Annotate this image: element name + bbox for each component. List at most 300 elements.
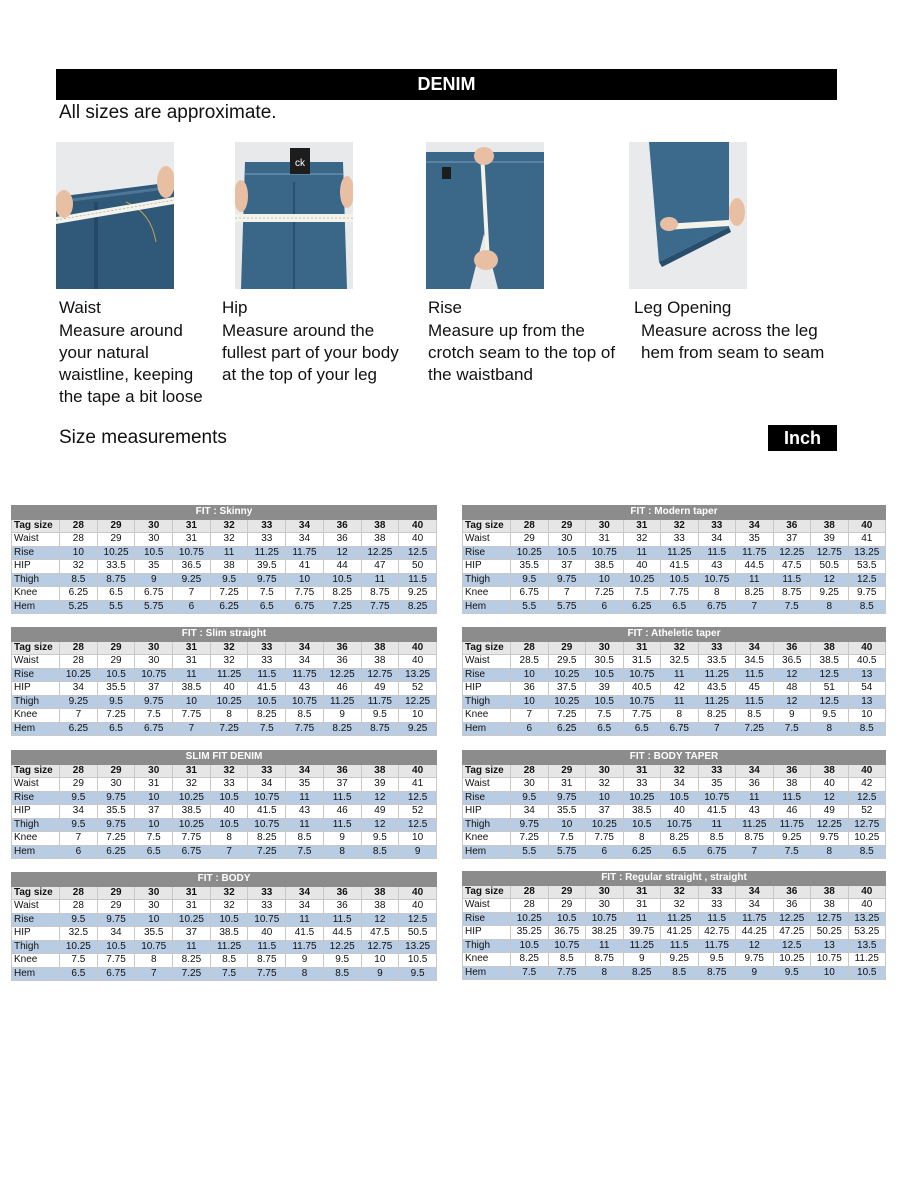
table-cell: 11.5 [736, 695, 774, 709]
table-cell: 12.75 [811, 546, 849, 560]
table-cell: 10.75 [623, 695, 661, 709]
table-cell: 10.25 [548, 668, 586, 682]
size-header-cell: 40 [848, 641, 886, 655]
table-cell: 7.75 [586, 832, 624, 846]
size-header-cell: 31 [623, 519, 661, 533]
table-cell: 11.25 [698, 668, 736, 682]
table-cell: 10.5 [586, 695, 624, 709]
size-table-atheletic-taper [462, 627, 886, 736]
table-cell: 41 [848, 533, 886, 547]
table-cell: 9 [135, 573, 173, 587]
table-cell: 12 [811, 791, 849, 805]
table-cell: 12.5 [399, 546, 437, 560]
table-cell: 9 [286, 954, 324, 968]
table-cell: 10.75 [548, 939, 586, 953]
table-row-thigh [12, 695, 437, 709]
table-cell: 47.25 [773, 926, 811, 940]
table-cell: 8.5 [736, 709, 774, 723]
table-cell: 7.5 [773, 600, 811, 614]
table-cell: 41.25 [661, 926, 699, 940]
table-cell: 12.75 [811, 912, 849, 926]
row-label: Thigh [463, 818, 511, 832]
table-cell: 10 [848, 709, 886, 723]
table-cell: 37 [548, 560, 586, 574]
table-row-waist [463, 899, 886, 913]
table-cell: 35.5 [135, 927, 173, 941]
table-row-hip [12, 805, 437, 819]
table-cell: 49 [811, 805, 849, 819]
table-cell: 13.25 [848, 912, 886, 926]
leg-opening-measure-photo [629, 142, 747, 289]
table-cell: 7.75 [361, 600, 399, 614]
size-header-cell: 29 [548, 885, 586, 899]
table-cell: 38.5 [173, 682, 211, 696]
table-cell: 5.5 [511, 600, 549, 614]
table-cell: 10.5 [511, 939, 549, 953]
table-cell: 10.75 [698, 791, 736, 805]
table-cell: 7.5 [60, 954, 98, 968]
table-cell: 40.5 [848, 655, 886, 669]
table-cell: 12.5 [811, 695, 849, 709]
table-cell: 7 [736, 845, 774, 859]
row-label: HIP [12, 682, 60, 696]
table-cell: 11.5 [323, 913, 361, 927]
table-cell: 7.5 [135, 709, 173, 723]
table-cell: 47.5 [773, 560, 811, 574]
table-cell: 12 [361, 791, 399, 805]
table-cell: 44 [323, 560, 361, 574]
table-cell: 39 [586, 682, 624, 696]
table-cell: 34.5 [736, 655, 774, 669]
table-cell: 11.5 [323, 791, 361, 805]
table-cell: 7.25 [210, 587, 248, 601]
table-cell: 12.5 [848, 573, 886, 587]
size-header-cell: 32 [661, 641, 699, 655]
size-header-cell: 34 [736, 519, 774, 533]
table-cell: 30 [97, 778, 135, 792]
table-cell: 10.75 [173, 546, 211, 560]
table-row-knee [12, 709, 437, 723]
table-cell: 8.75 [97, 573, 135, 587]
table-cell: 9 [773, 709, 811, 723]
table-cell: 11.5 [698, 546, 736, 560]
table-cell: 33 [248, 900, 286, 914]
table-cell: 10.5 [661, 791, 699, 805]
table-cell: 8.5 [286, 832, 324, 846]
table-cell: 10.5 [135, 546, 173, 560]
row-label: Rise [12, 668, 60, 682]
table-cell: 10 [511, 668, 549, 682]
table-cell: 11.75 [286, 546, 324, 560]
table-cell: 12.5 [773, 939, 811, 953]
table-cell: 8.5 [848, 845, 886, 859]
size-header-cell: 40 [848, 764, 886, 778]
table-cell: 6.75 [661, 722, 699, 736]
size-header-cell: 40 [399, 764, 437, 778]
size-header-cell: 32 [210, 886, 248, 900]
table-cell: 10.75 [811, 953, 849, 967]
table-cell: 32 [210, 533, 248, 547]
size-header-cell: 36 [773, 885, 811, 899]
size-header-cell: 36 [773, 764, 811, 778]
table-cell: 12.25 [361, 546, 399, 560]
table-cell: 10.5 [548, 912, 586, 926]
table-cell: 6.25 [548, 722, 586, 736]
table-cell: 36 [773, 899, 811, 913]
fit-title-row [463, 506, 886, 520]
row-label: Hem [463, 845, 511, 859]
table-cell: 29 [548, 899, 586, 913]
table-cell: 10.25 [60, 940, 98, 954]
size-header-cell: 34 [286, 641, 324, 655]
table-cell: 10.5 [586, 668, 624, 682]
table-cell: 41.5 [248, 682, 286, 696]
table-cell: 11.25 [623, 939, 661, 953]
table-cell: 12.25 [773, 546, 811, 560]
table-row-hip [463, 560, 886, 574]
table-cell: 7.5 [586, 709, 624, 723]
tag-size-header-row [463, 641, 886, 655]
size-table-body-taper [462, 750, 886, 859]
table-cell: 10.75 [248, 791, 286, 805]
table-cell: 11 [698, 818, 736, 832]
row-label: Thigh [12, 818, 60, 832]
fit-title-row [12, 628, 437, 642]
table-cell: 11 [286, 913, 324, 927]
table-cell: 7 [173, 587, 211, 601]
table-cell: 7.25 [323, 600, 361, 614]
table-cell: 9.5 [60, 913, 98, 927]
table-row-waist [12, 655, 437, 669]
table-cell: 10.5 [97, 668, 135, 682]
table-cell: 10.75 [135, 668, 173, 682]
table-cell: 33 [623, 778, 661, 792]
table-cell: 41 [286, 560, 324, 574]
table-cell: 11.5 [399, 573, 437, 587]
size-header-cell: 28 [511, 641, 549, 655]
row-label: Waist [463, 655, 511, 669]
table-cell: 11.25 [323, 695, 361, 709]
table-row-thigh [463, 573, 886, 587]
waist-label: Waist [59, 298, 101, 317]
table-cell: 13.25 [848, 546, 886, 560]
table-cell: 37 [135, 805, 173, 819]
table-cell: 12 [773, 668, 811, 682]
fit-title: FIT : BODY TAPER [463, 751, 886, 765]
table-row-rise [463, 668, 886, 682]
table-cell: 6.5 [97, 722, 135, 736]
table-cell: 50 [399, 560, 437, 574]
table-cell: 8.5 [286, 709, 324, 723]
table-cell: 12 [361, 818, 399, 832]
table-cell: 32.5 [661, 655, 699, 669]
table-cell: 31 [548, 778, 586, 792]
table-cell: 54 [848, 682, 886, 696]
table-cell: 5.5 [97, 600, 135, 614]
table-cell: 33.5 [97, 560, 135, 574]
table-row-knee [12, 832, 437, 846]
table-cell: 37.5 [548, 682, 586, 696]
size-header-cell: 29 [97, 764, 135, 778]
row-label: Hem [12, 967, 60, 981]
table-cell: 7.75 [548, 966, 586, 980]
table-cell: 34 [736, 899, 774, 913]
table-cell: 28 [60, 533, 98, 547]
table-cell: 34 [661, 778, 699, 792]
tag-size-header-row [12, 641, 437, 655]
row-label: Knee [12, 587, 60, 601]
table-cell: 11.75 [698, 939, 736, 953]
size-header-cell: 33 [698, 519, 736, 533]
table-cell: 11.5 [661, 939, 699, 953]
tag-size-label: Tag size [12, 641, 60, 655]
table-cell: 13.5 [848, 939, 886, 953]
size-header-cell: 30 [135, 519, 173, 533]
size-header-cell: 30 [586, 519, 624, 533]
table-row-waist [463, 533, 886, 547]
table-cell: 31 [173, 533, 211, 547]
table-cell: 12 [361, 913, 399, 927]
size-header-cell: 28 [511, 764, 549, 778]
size-header-cell: 31 [173, 764, 211, 778]
row-label: Knee [463, 709, 511, 723]
size-table-body [11, 872, 437, 981]
table-cell: 36.75 [548, 926, 586, 940]
table-cell: 38.5 [811, 655, 849, 669]
unit-badge: Inch [768, 425, 837, 451]
table-row-hem [463, 600, 886, 614]
size-header-cell: 40 [399, 519, 437, 533]
table-cell: 6 [586, 845, 624, 859]
table-cell: 38.5 [586, 560, 624, 574]
table-cell: 39.75 [623, 926, 661, 940]
table-cell: 8.75 [248, 954, 286, 968]
table-cell: 53.5 [848, 560, 886, 574]
table-cell: 43.5 [698, 682, 736, 696]
size-header-cell: 29 [548, 641, 586, 655]
table-row-rise [463, 912, 886, 926]
table-cell: 32 [173, 778, 211, 792]
table-cell: 34 [248, 778, 286, 792]
table-cell: 9.5 [698, 953, 736, 967]
table-cell: 10.5 [210, 913, 248, 927]
table-cell: 10.5 [323, 573, 361, 587]
row-label: Thigh [463, 573, 511, 587]
table-cell: 9.5 [811, 709, 849, 723]
table-cell: 12.75 [848, 818, 886, 832]
table-row-waist [12, 900, 437, 914]
row-label: Rise [463, 546, 511, 560]
table-cell: 10.75 [698, 573, 736, 587]
table-cell: 35 [736, 533, 774, 547]
table-cell: 6 [60, 845, 98, 859]
table-cell: 9 [399, 845, 437, 859]
table-cell: 11.5 [773, 573, 811, 587]
table-cell: 10.25 [173, 791, 211, 805]
table-cell: 6.75 [97, 967, 135, 981]
table-cell: 6.5 [60, 967, 98, 981]
table-cell: 45 [736, 682, 774, 696]
size-header-cell: 34 [286, 519, 324, 533]
table-cell: 10.75 [286, 695, 324, 709]
table-cell: 38 [361, 900, 399, 914]
table-row-hem [12, 967, 437, 981]
table-cell: 10 [511, 695, 549, 709]
table-cell: 10.75 [248, 913, 286, 927]
size-header-cell: 29 [97, 519, 135, 533]
table-cell: 9.25 [399, 587, 437, 601]
table-cell: 41 [399, 778, 437, 792]
table-cell: 9.75 [811, 832, 849, 846]
table-cell: 7.5 [773, 845, 811, 859]
fit-title: FIT : Atheletic taper [463, 628, 886, 642]
table-cell: 50.25 [811, 926, 849, 940]
table-cell: 6.5 [97, 587, 135, 601]
table-cell: 8.75 [773, 587, 811, 601]
table-cell: 29 [97, 900, 135, 914]
table-cell: 10.75 [661, 818, 699, 832]
table-cell: 7.25 [736, 722, 774, 736]
table-cell: 40.5 [623, 682, 661, 696]
table-cell: 47 [361, 560, 399, 574]
table-cell: 6.75 [286, 600, 324, 614]
table-cell: 7.75 [97, 954, 135, 968]
table-cell: 40 [623, 560, 661, 574]
tag-size-label: Tag size [12, 519, 60, 533]
table-cell: 8.5 [661, 966, 699, 980]
table-cell: 40 [399, 900, 437, 914]
size-header-cell: 28 [60, 886, 98, 900]
table-cell: 10 [548, 818, 586, 832]
table-cell: 34 [60, 805, 98, 819]
table-cell: 11.25 [248, 546, 286, 560]
fit-title: FIT : Modern taper [463, 506, 886, 520]
table-cell: 10.5 [97, 940, 135, 954]
table-cell: 8.25 [661, 832, 699, 846]
size-header-cell: 30 [586, 885, 624, 899]
table-row-thigh [463, 818, 886, 832]
size-header-cell: 38 [811, 885, 849, 899]
table-cell: 31 [135, 778, 173, 792]
table-cell: 6.25 [97, 845, 135, 859]
table-cell: 8 [586, 966, 624, 980]
size-header-cell: 29 [548, 519, 586, 533]
table-cell: 34 [286, 533, 324, 547]
table-cell: 9.25 [60, 695, 98, 709]
table-cell: 30 [586, 899, 624, 913]
size-header-cell: 32 [661, 519, 699, 533]
table-cell: 10.75 [623, 668, 661, 682]
size-header-cell: 38 [811, 641, 849, 655]
table-cell: 47.5 [361, 927, 399, 941]
row-label: Waist [463, 899, 511, 913]
table-cell: 6.75 [173, 845, 211, 859]
table-cell: 7.75 [661, 587, 699, 601]
size-header-cell: 33 [248, 886, 286, 900]
table-cell: 5.5 [511, 845, 549, 859]
size-header-cell: 36 [773, 519, 811, 533]
table-cell: 10 [135, 791, 173, 805]
table-cell: 10.25 [548, 695, 586, 709]
row-label: Thigh [463, 939, 511, 953]
table-cell: 8 [210, 709, 248, 723]
table-cell: 8.5 [323, 967, 361, 981]
table-cell: 40 [811, 778, 849, 792]
row-label: Hem [463, 600, 511, 614]
table-cell: 8 [811, 600, 849, 614]
table-cell: 10.5 [661, 573, 699, 587]
table-cell: 38 [811, 899, 849, 913]
table-cell: 8.5 [698, 832, 736, 846]
table-row-rise [463, 791, 886, 805]
fit-title-row [463, 628, 886, 642]
size-header-cell: 32 [210, 764, 248, 778]
size-header-cell: 34 [286, 764, 324, 778]
table-cell: 29 [97, 533, 135, 547]
row-label: Waist [463, 778, 511, 792]
tag-size-header-row [463, 764, 886, 778]
table-cell: 10.5 [623, 818, 661, 832]
table-cell: 29 [511, 533, 549, 547]
size-header-cell: 28 [60, 641, 98, 655]
table-cell: 40 [399, 655, 437, 669]
table-cell: 12 [736, 939, 774, 953]
table-cell: 35 [135, 560, 173, 574]
table-cell: 10.25 [511, 546, 549, 560]
table-cell: 11 [210, 546, 248, 560]
table-row-thigh [463, 695, 886, 709]
table-row-rise [463, 546, 886, 560]
table-cell: 12 [773, 695, 811, 709]
table-cell: 32 [60, 560, 98, 574]
table-row-knee [12, 954, 437, 968]
table-cell: 49 [361, 682, 399, 696]
size-header-cell: 30 [135, 886, 173, 900]
table-row-rise [12, 668, 437, 682]
table-cell: 7.25 [511, 832, 549, 846]
table-cell: 33.5 [698, 655, 736, 669]
row-label: Rise [463, 668, 511, 682]
row-label: HIP [463, 560, 511, 574]
table-cell: 36 [323, 533, 361, 547]
table-row-knee [463, 709, 886, 723]
table-cell: 36 [736, 778, 774, 792]
table-cell: 35 [698, 778, 736, 792]
table-cell: 9.75 [848, 587, 886, 601]
size-header-cell: 30 [586, 641, 624, 655]
tag-size-label: Tag size [12, 764, 60, 778]
table-cell: 28.5 [511, 655, 549, 669]
tag-size-label: Tag size [463, 519, 511, 533]
table-cell: 6.5 [623, 722, 661, 736]
table-row-thigh [12, 940, 437, 954]
row-label: Hem [463, 966, 511, 980]
table-cell: 46 [323, 682, 361, 696]
table-cell: 10.25 [773, 953, 811, 967]
table-cell: 12.75 [361, 668, 399, 682]
table-cell: 7.5 [248, 587, 286, 601]
table-cell: 13 [811, 939, 849, 953]
table-cell: 52 [399, 805, 437, 819]
table-cell: 12.5 [399, 818, 437, 832]
size-header-cell: 28 [60, 519, 98, 533]
table-cell: 9.5 [361, 709, 399, 723]
row-label: Waist [12, 900, 60, 914]
table-cell: 5.75 [135, 600, 173, 614]
table-cell: 6.5 [248, 600, 286, 614]
size-header-cell: 40 [848, 885, 886, 899]
table-cell: 8.25 [248, 709, 286, 723]
